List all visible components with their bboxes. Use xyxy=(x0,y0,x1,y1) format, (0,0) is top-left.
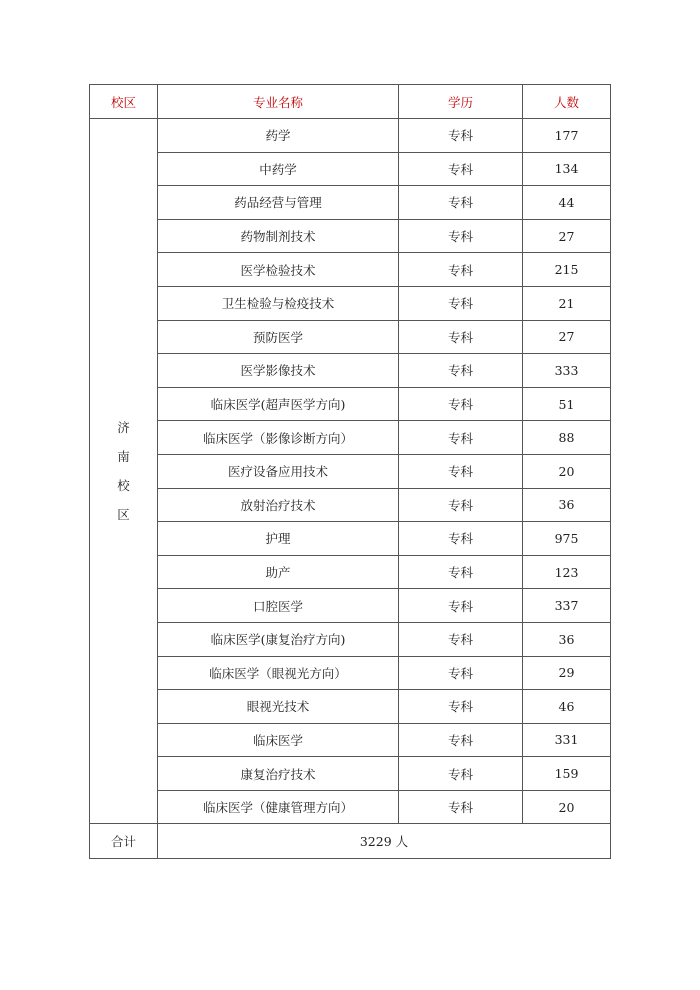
count-cell: 36 xyxy=(523,622,611,656)
major-cell: 药品经营与管理 xyxy=(158,186,399,220)
table-row xyxy=(90,253,611,287)
major-cell: 临床医学（眼视光方向） xyxy=(158,656,399,690)
table-row xyxy=(90,757,611,791)
degree-cell: 专科 xyxy=(399,522,523,556)
table-row xyxy=(90,119,611,153)
count-cell: 215 xyxy=(523,253,611,287)
table-row xyxy=(90,622,611,656)
major-cell: 放射治疗技术 xyxy=(158,488,399,522)
count-cell: 36 xyxy=(523,488,611,522)
major-cell: 医学检验技术 xyxy=(158,253,399,287)
degree-cell: 专科 xyxy=(399,690,523,724)
major-cell: 眼视光技术 xyxy=(158,690,399,724)
count-cell: 46 xyxy=(523,690,611,724)
count-cell: 27 xyxy=(523,320,611,354)
count-cell: 51 xyxy=(523,387,611,421)
table-row xyxy=(90,723,611,757)
table-row xyxy=(90,320,611,354)
table-row xyxy=(90,790,611,824)
count-cell: 20 xyxy=(523,454,611,488)
degree-cell: 专科 xyxy=(399,790,523,824)
table-row xyxy=(90,555,611,589)
major-cell: 护理 xyxy=(158,522,399,556)
degree-cell: 专科 xyxy=(399,589,523,623)
major-cell: 临床医学（影像诊断方向） xyxy=(158,421,399,455)
degree-cell: 专科 xyxy=(399,454,523,488)
count-cell: 177 xyxy=(523,119,611,153)
count-cell: 88 xyxy=(523,421,611,455)
major-cell: 卫生检验与检疫技术 xyxy=(158,286,399,320)
major-cell: 药物制剂技术 xyxy=(158,219,399,253)
campus-char: 南 xyxy=(117,449,130,465)
header-degree: 学历 xyxy=(399,85,523,119)
table-row xyxy=(90,589,611,623)
table-row xyxy=(90,421,611,455)
total-value: 3229 人 xyxy=(158,824,611,859)
major-cell: 临床医学 xyxy=(158,723,399,757)
degree-cell: 专科 xyxy=(399,320,523,354)
count-cell: 975 xyxy=(523,522,611,556)
campus-char: 校 xyxy=(117,478,130,494)
major-cell: 医学影像技术 xyxy=(158,354,399,388)
table-row xyxy=(90,488,611,522)
campus-char: 区 xyxy=(117,507,130,523)
campus-char: 济 xyxy=(117,420,130,436)
major-cell: 临床医学(超声医学方向) xyxy=(158,387,399,421)
header-campus: 校区 xyxy=(90,85,158,119)
total-row xyxy=(90,824,611,859)
table-row xyxy=(90,690,611,724)
campus-cell xyxy=(90,119,158,824)
degree-cell: 专科 xyxy=(399,354,523,388)
degree-cell: 专科 xyxy=(399,421,523,455)
enrollment-table xyxy=(89,84,611,859)
header-count: 人数 xyxy=(523,85,611,119)
major-cell: 康复治疗技术 xyxy=(158,757,399,791)
table-row xyxy=(90,354,611,388)
degree-cell: 专科 xyxy=(399,723,523,757)
major-cell: 助产 xyxy=(158,555,399,589)
major-cell: 医疗设备应用技术 xyxy=(158,454,399,488)
table-row xyxy=(90,522,611,556)
degree-cell: 专科 xyxy=(399,186,523,220)
table-row xyxy=(90,656,611,690)
degree-cell: 专科 xyxy=(399,488,523,522)
major-cell: 口腔医学 xyxy=(158,589,399,623)
degree-cell: 专科 xyxy=(399,152,523,186)
header-row xyxy=(90,85,611,119)
count-cell: 123 xyxy=(523,555,611,589)
major-cell: 临床医学(康复治疗方向) xyxy=(158,622,399,656)
major-cell: 中药学 xyxy=(158,152,399,186)
degree-cell: 专科 xyxy=(399,119,523,153)
degree-cell: 专科 xyxy=(399,555,523,589)
total-label: 合计 xyxy=(90,824,158,859)
degree-cell: 专科 xyxy=(399,387,523,421)
count-cell: 44 xyxy=(523,186,611,220)
table-row xyxy=(90,387,611,421)
count-cell: 159 xyxy=(523,757,611,791)
count-cell: 331 xyxy=(523,723,611,757)
count-cell: 337 xyxy=(523,589,611,623)
degree-cell: 专科 xyxy=(399,253,523,287)
header-major: 专业名称 xyxy=(158,85,399,119)
major-cell: 临床医学（健康管理方向） xyxy=(158,790,399,824)
count-cell: 134 xyxy=(523,152,611,186)
table-row xyxy=(90,152,611,186)
degree-cell: 专科 xyxy=(399,286,523,320)
count-cell: 333 xyxy=(523,354,611,388)
degree-cell: 专科 xyxy=(399,757,523,791)
count-cell: 20 xyxy=(523,790,611,824)
table-row xyxy=(90,219,611,253)
table-row xyxy=(90,286,611,320)
degree-cell: 专科 xyxy=(399,656,523,690)
table-row xyxy=(90,454,611,488)
table-row xyxy=(90,186,611,220)
count-cell: 27 xyxy=(523,219,611,253)
count-cell: 21 xyxy=(523,286,611,320)
count-cell: 29 xyxy=(523,656,611,690)
degree-cell: 专科 xyxy=(399,622,523,656)
major-cell: 预防医学 xyxy=(158,320,399,354)
degree-cell: 专科 xyxy=(399,219,523,253)
major-cell: 药学 xyxy=(158,119,399,153)
